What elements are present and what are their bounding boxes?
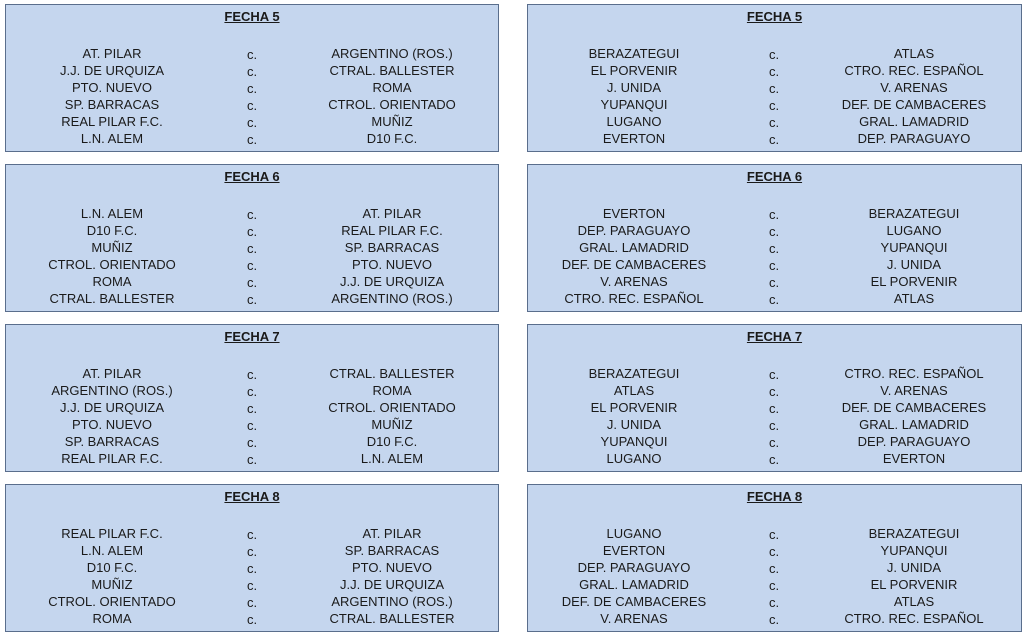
fecha-heading <box>528 489 1021 504</box>
away-team: CTRAL. BALLESTER <box>329 366 455 381</box>
away-team: MUÑIZ <box>371 114 413 129</box>
away-team: EVERTON <box>882 451 946 466</box>
home-team: ARGENTINO (ROS.) <box>51 383 173 398</box>
versus-label: c. <box>768 452 780 467</box>
away-team: EL PORVENIR <box>870 274 958 289</box>
versus-label: c. <box>246 527 258 542</box>
versus-label: c. <box>246 561 258 576</box>
fecha-title: FECHA 8 <box>224 489 280 504</box>
fixture-box <box>527 164 1022 312</box>
versus-label: c. <box>768 544 780 559</box>
away-team: REAL PILAR F.C. <box>341 223 443 238</box>
versus-label: c. <box>246 544 258 559</box>
versus-label: c. <box>246 98 258 113</box>
fecha-title: FECHA 7 <box>224 329 280 344</box>
home-team: CTRO. REC. ESPAÑOL <box>564 291 704 306</box>
versus-label: c. <box>768 367 780 382</box>
fixture-box <box>527 484 1022 632</box>
match-list <box>6 45 498 147</box>
versus-label: c. <box>246 275 258 290</box>
away-team: AT. PILAR <box>362 206 422 221</box>
versus-label: c. <box>768 578 780 593</box>
match-row <box>528 205 1021 222</box>
versus-label: c. <box>768 241 780 256</box>
versus-label: c. <box>246 258 258 273</box>
versus-label: c. <box>768 561 780 576</box>
versus-label: c. <box>246 224 258 239</box>
fecha-heading <box>528 9 1021 24</box>
versus-label: c. <box>246 367 258 382</box>
match-row <box>6 399 498 416</box>
away-team: BERAZATEGUI <box>868 206 960 221</box>
home-team: DEF. DE CAMBACERES <box>561 594 707 609</box>
match-list <box>6 525 498 627</box>
fecha-heading <box>528 329 1021 344</box>
away-team: LUGANO <box>886 223 942 238</box>
home-team: D10 F.C. <box>86 560 138 575</box>
versus-label: c. <box>768 81 780 96</box>
versus-label: c. <box>246 595 258 610</box>
home-team: YUPANQUI <box>600 434 668 449</box>
fixture-box <box>5 4 499 152</box>
home-team: J. UNIDA <box>606 417 662 432</box>
versus-label: c. <box>768 595 780 610</box>
versus-label: c. <box>246 132 258 147</box>
away-team: BERAZATEGUI <box>868 526 960 541</box>
versus-label: c. <box>246 401 258 416</box>
away-team: CTRO. REC. ESPAÑOL <box>844 611 984 626</box>
away-team: CTRAL. BALLESTER <box>329 63 455 78</box>
match-row <box>528 45 1021 62</box>
away-team: D10 F.C. <box>366 434 418 449</box>
fixture-box <box>5 164 499 312</box>
fecha-heading <box>6 169 498 184</box>
match-row <box>528 450 1021 467</box>
versus-label: c. <box>246 384 258 399</box>
away-team: DEF. DE CAMBACERES <box>841 400 987 415</box>
versus-label: c. <box>246 578 258 593</box>
match-row <box>6 542 498 559</box>
home-team: V. ARENAS <box>600 611 668 626</box>
versus-label: c. <box>768 98 780 113</box>
match-row <box>528 416 1021 433</box>
away-team: ARGENTINO (ROS.) <box>331 594 453 609</box>
match-row <box>6 79 498 96</box>
versus-label: c. <box>246 435 258 450</box>
match-row <box>6 256 498 273</box>
away-team: ARGENTINO (ROS.) <box>331 46 453 61</box>
away-team: YUPANQUI <box>880 543 948 558</box>
home-team: EVERTON <box>602 206 666 221</box>
match-row <box>528 382 1021 399</box>
match-list <box>528 525 1021 627</box>
versus-label: c. <box>768 418 780 433</box>
versus-label: c. <box>768 435 780 450</box>
match-row <box>6 559 498 576</box>
home-team: BERAZATEGUI <box>588 366 680 381</box>
versus-label: c. <box>246 612 258 627</box>
home-team: J. UNIDA <box>606 80 662 95</box>
away-team: CTRO. REC. ESPAÑOL <box>844 366 984 381</box>
versus-label: c. <box>768 292 780 307</box>
away-team: SP. BARRACAS <box>344 543 440 558</box>
versus-label: c. <box>246 115 258 130</box>
home-team: MUÑIZ <box>91 240 133 255</box>
home-team: EVERTON <box>602 543 666 558</box>
home-team: D10 F.C. <box>86 223 138 238</box>
home-team: REAL PILAR F.C. <box>61 451 163 466</box>
versus-label: c. <box>768 224 780 239</box>
home-team: EVERTON <box>602 131 666 146</box>
match-row <box>6 96 498 113</box>
match-row <box>6 222 498 239</box>
match-row <box>528 365 1021 382</box>
home-team: BERAZATEGUI <box>588 46 680 61</box>
match-row <box>6 382 498 399</box>
away-team: J. UNIDA <box>886 560 942 575</box>
away-team: CTROL. ORIENTADO <box>328 400 456 415</box>
away-team: L.N. ALEM <box>360 451 424 466</box>
versus-label: c. <box>768 207 780 222</box>
away-team: CTRO. REC. ESPAÑOL <box>844 63 984 78</box>
home-team: ROMA <box>92 611 132 626</box>
away-team: J.J. DE URQUIZA <box>339 577 444 592</box>
away-team: ARGENTINO (ROS.) <box>331 291 453 306</box>
home-team: EL PORVENIR <box>590 63 678 78</box>
match-row <box>6 62 498 79</box>
home-team: ATLAS <box>613 383 655 398</box>
away-team: ATLAS <box>893 46 935 61</box>
home-team: CTROL. ORIENTADO <box>48 594 176 609</box>
home-team: GRAL. LAMADRID <box>579 577 689 592</box>
match-row <box>6 365 498 382</box>
fixture-box <box>527 324 1022 472</box>
versus-label: c. <box>768 132 780 147</box>
home-team: REAL PILAR F.C. <box>61 526 163 541</box>
versus-label: c. <box>246 241 258 256</box>
match-row <box>6 205 498 222</box>
match-row <box>528 399 1021 416</box>
home-team: DEP. PARAGUAYO <box>577 223 691 238</box>
away-team: PTO. NUEVO <box>352 257 432 272</box>
match-row <box>528 256 1021 273</box>
away-team: ATLAS <box>893 594 935 609</box>
match-row <box>6 113 498 130</box>
match-list <box>6 365 498 467</box>
match-row <box>528 576 1021 593</box>
away-team: CTROL. ORIENTADO <box>328 97 456 112</box>
match-row <box>528 62 1021 79</box>
away-team: DEP. PARAGUAYO <box>857 131 971 146</box>
match-row <box>528 239 1021 256</box>
home-team: YUPANQUI <box>600 97 668 112</box>
match-row <box>528 433 1021 450</box>
home-team: GRAL. LAMADRID <box>579 240 689 255</box>
away-team: EL PORVENIR <box>870 577 958 592</box>
home-team: AT. PILAR <box>82 46 142 61</box>
match-row <box>6 450 498 467</box>
match-row <box>528 610 1021 627</box>
home-team: LUGANO <box>606 451 662 466</box>
home-team: SP. BARRACAS <box>64 97 160 112</box>
match-row <box>6 239 498 256</box>
match-row <box>528 273 1021 290</box>
home-team: LUGANO <box>606 526 662 541</box>
versus-label: c. <box>768 64 780 79</box>
match-row <box>6 416 498 433</box>
away-team: GRAL. LAMADRID <box>859 417 969 432</box>
fixture-box <box>527 4 1022 152</box>
fixture-box <box>5 324 499 472</box>
away-team: ROMA <box>372 383 412 398</box>
match-row <box>528 96 1021 113</box>
match-row <box>6 290 498 307</box>
versus-label: c. <box>246 418 258 433</box>
home-team: L.N. ALEM <box>80 131 144 146</box>
away-team: CTRAL. BALLESTER <box>329 611 455 626</box>
home-team: DEP. PARAGUAYO <box>577 560 691 575</box>
versus-label: c. <box>768 527 780 542</box>
versus-label: c. <box>246 292 258 307</box>
away-team: AT. PILAR <box>362 526 422 541</box>
away-team: ATLAS <box>893 291 935 306</box>
home-team: L.N. ALEM <box>80 543 144 558</box>
away-team: DEP. PARAGUAYO <box>857 434 971 449</box>
fecha-heading <box>6 329 498 344</box>
match-row <box>6 576 498 593</box>
home-team: REAL PILAR F.C. <box>61 114 163 129</box>
match-row <box>528 542 1021 559</box>
match-row <box>528 113 1021 130</box>
match-row <box>528 525 1021 542</box>
versus-label: c. <box>768 258 780 273</box>
away-team: PTO. NUEVO <box>352 560 432 575</box>
match-row <box>6 593 498 610</box>
away-team: ROMA <box>372 80 412 95</box>
away-team: V. ARENAS <box>880 80 948 95</box>
home-team: CTRAL. BALLESTER <box>49 291 175 306</box>
home-team: PTO. NUEVO <box>72 417 152 432</box>
match-row <box>528 79 1021 96</box>
versus-label: c. <box>768 401 780 416</box>
away-team: SP. BARRACAS <box>344 240 440 255</box>
match-list <box>6 205 498 307</box>
away-team: DEF. DE CAMBACERES <box>841 97 987 112</box>
versus-label: c. <box>246 452 258 467</box>
versus-label: c. <box>768 612 780 627</box>
match-row <box>528 559 1021 576</box>
fixture-box <box>5 484 499 632</box>
fecha-title: FECHA 5 <box>746 9 803 24</box>
versus-label: c. <box>768 47 780 62</box>
home-team: LUGANO <box>606 114 662 129</box>
home-team: J.J. DE URQUIZA <box>59 400 164 415</box>
away-team: MUÑIZ <box>371 417 413 432</box>
home-team: J.J. DE URQUIZA <box>59 63 164 78</box>
fecha-title: FECHA 7 <box>746 329 803 344</box>
away-team: J.J. DE URQUIZA <box>339 274 444 289</box>
fecha-title: FECHA 8 <box>746 489 803 504</box>
versus-label: c. <box>768 384 780 399</box>
fecha-title: FECHA 6 <box>746 169 803 184</box>
match-row <box>6 433 498 450</box>
away-team: YUPANQUI <box>880 240 948 255</box>
match-row <box>6 273 498 290</box>
away-team: V. ARENAS <box>880 383 948 398</box>
away-team: J. UNIDA <box>886 257 942 272</box>
home-team: ROMA <box>92 274 132 289</box>
match-row <box>528 130 1021 147</box>
home-team: DEF. DE CAMBACERES <box>561 257 707 272</box>
match-row <box>6 45 498 62</box>
match-row <box>6 130 498 147</box>
home-team: CTROL. ORIENTADO <box>48 257 176 272</box>
fecha-title: FECHA 6 <box>224 169 280 184</box>
away-team: GRAL. LAMADRID <box>859 114 969 129</box>
home-team: SP. BARRACAS <box>64 434 160 449</box>
match-list <box>528 205 1021 307</box>
home-team: PTO. NUEVO <box>72 80 152 95</box>
versus-label: c. <box>246 47 258 62</box>
fecha-heading <box>6 489 498 504</box>
versus-label: c. <box>768 115 780 130</box>
home-team: MUÑIZ <box>91 577 133 592</box>
fecha-heading <box>528 169 1021 184</box>
fecha-title: FECHA 5 <box>224 9 280 24</box>
away-team: D10 F.C. <box>366 131 418 146</box>
versus-label: c. <box>246 81 258 96</box>
versus-label: c. <box>246 64 258 79</box>
fecha-heading <box>6 9 498 24</box>
home-team: EL PORVENIR <box>590 400 678 415</box>
home-team: L.N. ALEM <box>80 206 144 221</box>
match-list <box>528 365 1021 467</box>
match-row <box>6 610 498 627</box>
home-team: AT. PILAR <box>82 366 142 381</box>
match-row <box>528 290 1021 307</box>
match-row <box>528 593 1021 610</box>
match-list <box>528 45 1021 147</box>
match-row <box>6 525 498 542</box>
match-row <box>528 222 1021 239</box>
home-team: V. ARENAS <box>600 274 668 289</box>
versus-label: c. <box>246 207 258 222</box>
versus-label: c. <box>768 275 780 290</box>
